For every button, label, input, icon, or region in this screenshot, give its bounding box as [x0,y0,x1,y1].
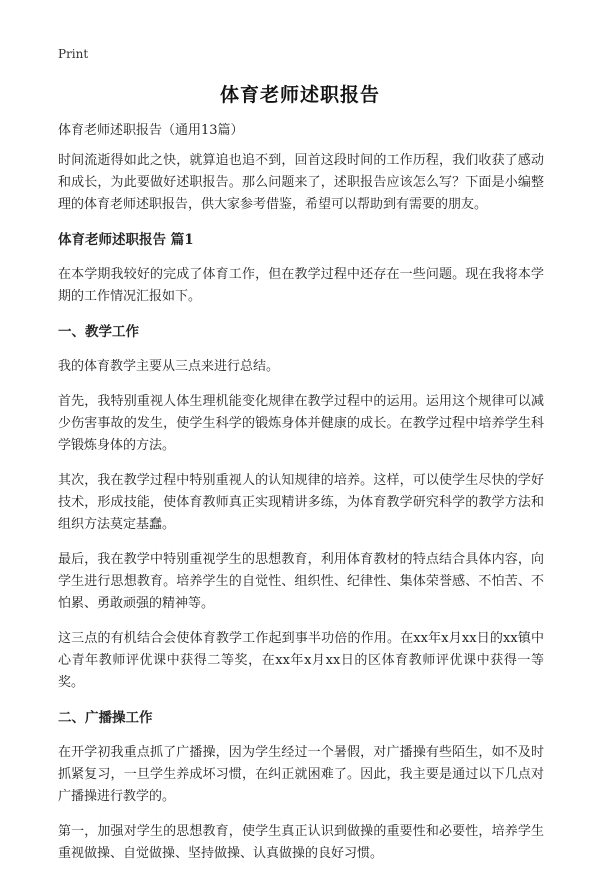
paragraph-1: 在本学期我较好的完成了体育工作，但在教学过程中还存在一些问题。现在我将本学期的工作情况汇报如下。 [58,267,544,304]
paragraph-2: 我的体育教学主要从三点来进行总结。 [58,359,280,374]
paragraph-8: 第一，加强对学生的思想教育，使学生真正认识到做操的重要性和必要性，培养学生重视做操、自觉做操、坚持做操、认真做操的良好习惯。 [58,824,544,861]
document-title: 体育老师述职报告 [219,84,380,106]
print-link[interactable]: Print [58,47,89,61]
document-body [58,120,544,878]
paragraph-5: 最后，我在教学中特别重视学生的思想教育，利用体育教材的特点结合具体内容，向学生进行思想教育。培养学生的自觉性、组织性、纪律性、集体荣誉感、不怕苦、不怕累、勇敢顽强的精神等。 [58,552,544,611]
paragraph-4: 其次，我在教学过程中特别重视人的认知规律的培养。这样，可以使学生尽快的学好技术，形成技能，使体育教师真正实现精讲多练，为体育教学研究科学的教学方法和组织方法莫定基蠢。 [58,473,544,532]
paragraph-7: 在开学初我重点抓了广播操，因为学生经过一个暑假，对广播操有些陌生，如不及时抓紧复习，一旦学生养成坏习惯，在纠正就困难了。因此，我主要是通过以下几点对广播操进行教学的。 [58,745,544,804]
paragraph-6: 这三点的有机结合会使体育教学工作起到事半功倍的作用。在xx年x月xx日的xx镇中心青年教师评优课中获得二等奖，在xx年x月xx日的区体育教师评优课中获得一等奖。 [58,631,544,690]
section-heading-teaching: 一、教学工作 [58,324,139,340]
article-heading: 体育老师述职报告 篇1 [58,232,194,248]
section-heading-exercise: 二、广播操工作 [58,710,153,726]
intro-paragraph: 时间流逝得如此之快，就算追也追不到，回首这段时间的工作历程，我们收获了感动和成长，为此要做好述职报告。那么问题来了，述职报告应该怎么写？下面是小编整理的体育老师述职报告，供大家参考借鉴，希望可以帮助到有需要的朋友。 [58,153,544,212]
document-subtitle: 体育老师述职报告（通用13篇） [58,123,244,138]
paragraph-3: 首先，我特别重视人体生理机能变化规律在教学过程中的运用。运用这个规律可以减少伤害事故的发生，使学生科学的锻炼身体并健康的成长。在教学过程中培养学生科学锻炼身体的方法。 [58,394,544,453]
